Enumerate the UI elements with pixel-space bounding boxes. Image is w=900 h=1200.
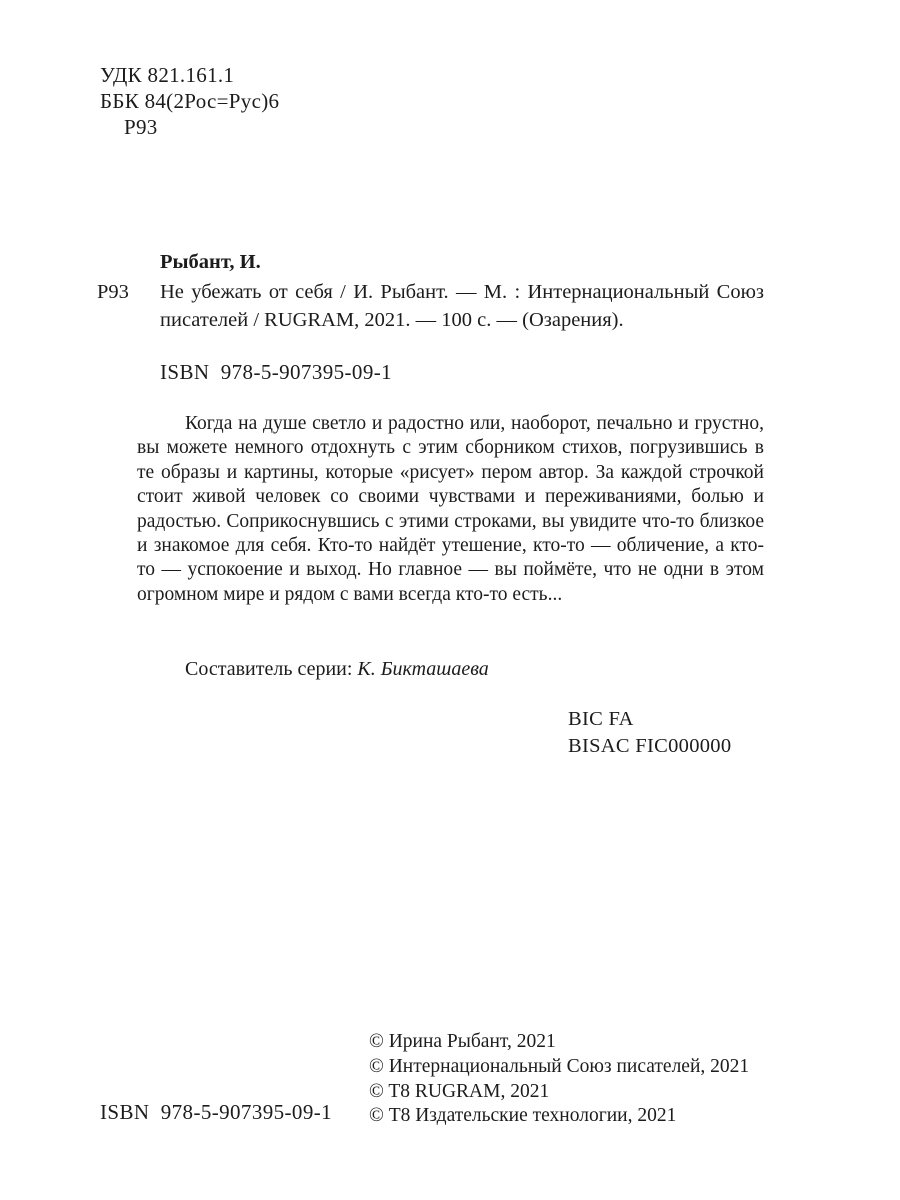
biblio-entry-wrap [97,278,764,334]
copyright-line: © T8 RUGRAM, 2021 [369,1080,550,1102]
annotation-paragraph: Когда на душе светло и радостно или, наоборот, печально и грустно, вы можете немного отдохнуть с этим сборником стихов, погрузившись в те образы и картины, которые «рисует» пером автор. За каждой строчкой стоит живой человек со своими чувствами и переживаниями, болью и радостью. Соприкоснувшись с этими строками, вы увидите что-то близкое и знакомое для себя. Кто-то найдёт утешение, кто-то — обличение, а кто-то — успокоение и выход. Но главное — вы поймёте, что не одни в этом огромном мире и рядом с вами всегда кто-то есть... [137,413,764,605]
bibliographic-block [97,248,764,334]
series-compiler-name: К. Бикташаева [357,658,489,680]
copyright-line: © Ирина Рыбант, 2021 [369,1031,556,1052]
copyright-block [369,1030,749,1129]
subject-codes-block [568,706,731,760]
classification-codes [100,62,279,140]
copyright-line: © Т8 Издательские технологии, 2021 [369,1105,677,1127]
footer-isbn: ISBN 978-5-907395-09-1 [100,1100,333,1124]
isbn-line: ISBN 978-5-907395-09-1 [160,360,393,384]
margin-code: Р93 [97,281,129,303]
author-heading: Рыбант, И. [160,251,261,273]
series-compiler-label: Составитель серии: [185,658,358,680]
udk-line: УДК 821.161.1 [100,63,235,87]
bisac-code: BISAC FIC000000 [568,735,732,757]
series-compiler-line [185,658,489,681]
bbk-line: ББК 84(2Рос=Рус)6 [100,89,280,113]
bic-code: BIC FA [568,708,634,730]
author-sign-code: Р93 [124,115,158,139]
copyright-line: © Интернациональный Союз писателей, 2021 [369,1055,750,1077]
biblio-entry: Не убежать от себя / И. Рыбант. — М. : Интернациональный Союз писателей / RUGRAM, 2021. — 100 с. — (Озарения). [160,281,764,331]
